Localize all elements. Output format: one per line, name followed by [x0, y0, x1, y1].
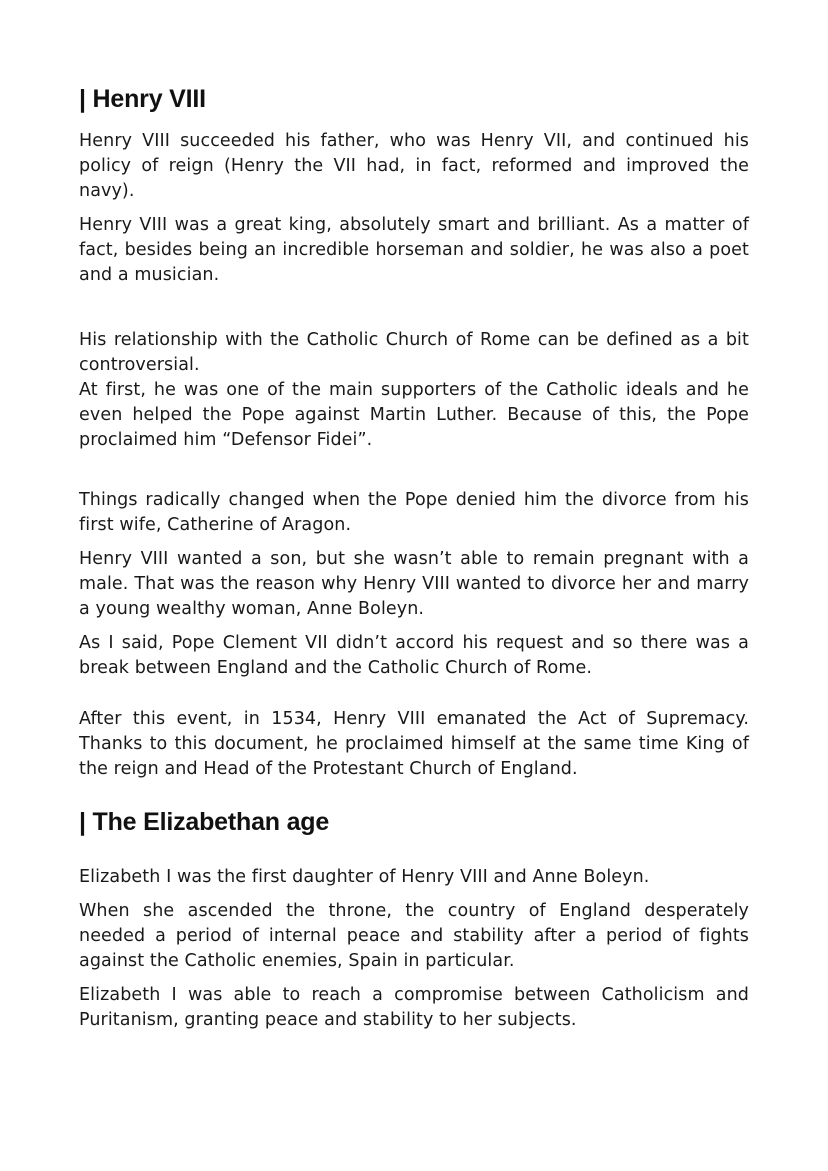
paragraph: Elizabeth I was able to reach a compromise between Catholicism and Puritanism, granting peace and stability to her subjects.: [79, 985, 749, 1030]
paragraph: His relationship with the Catholic Church of Rome can be defined as a bit controversial.: [79, 330, 749, 375]
paragraph: As I said, Pope Clement VII didn’t accord his request and so there was a break between England and the Catholic Church of Rome.: [79, 633, 749, 678]
section-henry-viii: [79, 83, 749, 782]
paragraph: Henry VIII wanted a son, but she wasn’t able to remain pregnant with a male. That was the reason why Henry VIII wanted to divorce her and marry a young wealthy woman, Anne Boleyn.: [79, 549, 749, 619]
paragraph: When she ascended the throne, the country of England desperately needed a period of internal peace and stability after a period of fights against the Catholic enemies, Spain in particular.: [79, 901, 749, 971]
paragraph: After this event, in 1534, Henry VIII emanated the Act of Supremacy. Thanks to this document, he proclaimed himself at the same time King of the reign and Head of the Protestant Church of England.: [79, 709, 749, 779]
section-elizabethan-age: [79, 806, 749, 1033]
paragraph: Henry VIII succeeded his father, who was Henry VII, and continued his policy of reign (Henry the VII had, in fact, reformed and improved the navy).: [79, 131, 749, 201]
paragraph: Things radically changed when the Pope denied him the divorce from his first wife, Catherine of Aragon.: [79, 490, 749, 535]
paragraph: Henry VIII was a great king, absolutely smart and brilliant. As a matter of fact, besides being an incredible horseman and soldier, he was also a poet and a musician.: [79, 215, 749, 285]
section-heading: | The Elizabethan age: [79, 808, 330, 836]
document-page: [79, 80, 749, 1033]
section-heading: | Henry VIII: [79, 85, 206, 113]
paragraph: At first, he was one of the main supporters of the Catholic ideals and he even helped the Pope against Martin Luther. Because of this, the Pope proclaimed him “Defensor Fidei”.: [79, 380, 749, 450]
paragraph: Elizabeth I was the first daughter of Henry VIII and Anne Boleyn.: [79, 867, 650, 887]
